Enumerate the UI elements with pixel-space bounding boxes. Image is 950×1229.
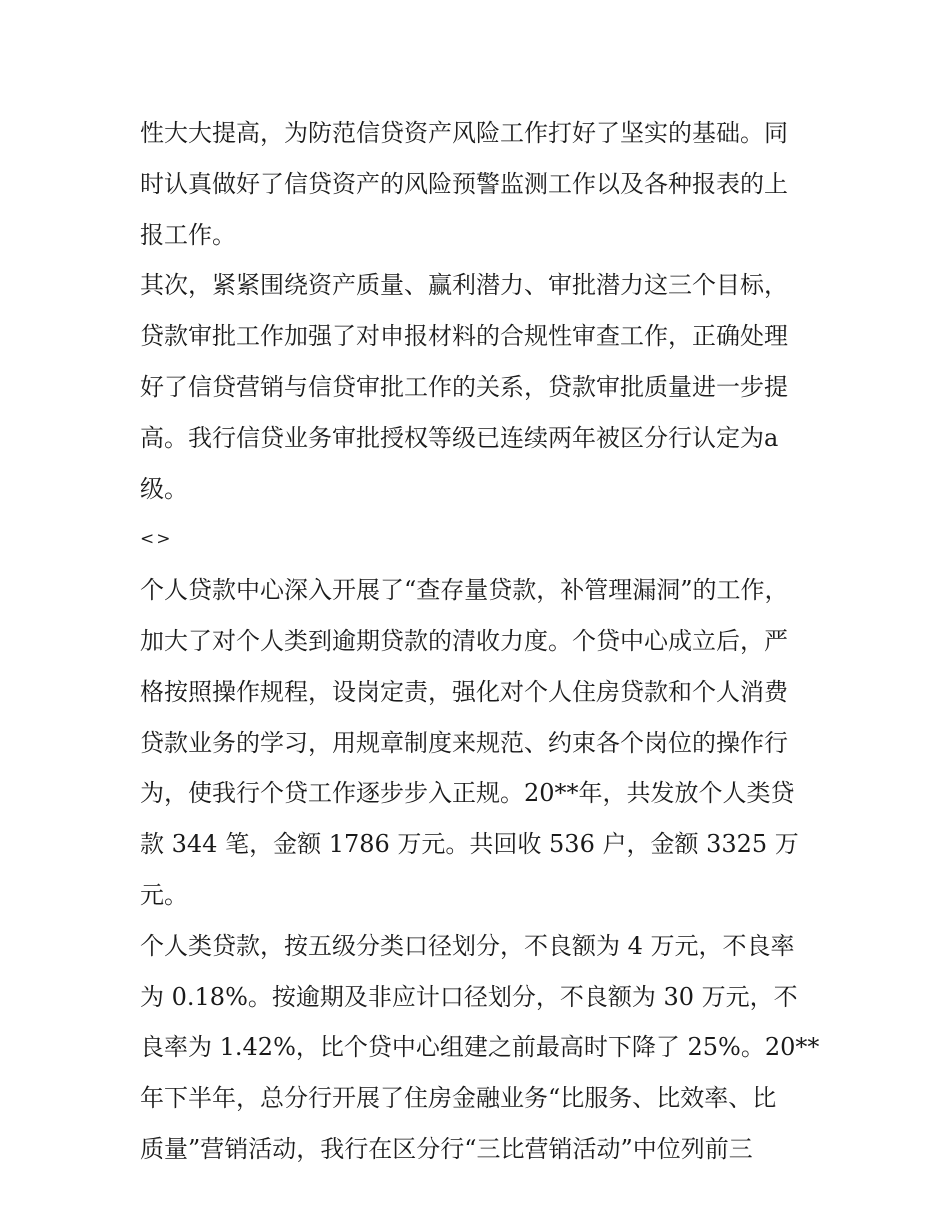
paragraph-non-performing-rate: 个人类贷款，按五级分类口径划分，不良额为 4 万元，不良率 为 0.18%。按逾期及非应计口径划分，不良额为 30 万元，不 良率为 1.42%，比个贷中心组建之前最高时下降了 25%。20** 年下半年，总分行开展了住房金融业务“比服务、比效率、比 质量”营销活动，我行在区分行“三比营销活动”中位列前三 — [140, 931, 820, 1163]
body-text — [140, 108, 820, 1175]
paragraph-risk-warning: 性大大提高，为防范信贷资产风险工作打好了坚实的基础。同 时认真做好了信贷资产的风险预警监测工作以及各种报表的上 报工作。 — [140, 119, 788, 249]
paragraph-loan-approval: 其次，紧紧围绕资产质量、赢利潜力、审批潜力这三个目标， 贷款审批工作加强了对申报材料的合规性审查工作，正确处理 好了信贷营销与信贷审批工作的关系，贷款审批质量进一步提 高。我行信贷业务审批授权等级已连续两年被区分行认定为a 级。 — [140, 271, 788, 503]
section-marker: <> — [140, 529, 173, 550]
paragraph-personal-loan-center: 个人贷款中心深入开展了“查存量贷款，补管理漏洞”的工作， 加大了对个人类到逾期贷款的清收力度。个贷中心成立后，严 格按照操作规程，设岗定责，强化对个人住房贷款和个人消费 贷款业务的学习，用规章制度来规范、约束各个岗位的操作行 为，使我行个贷工作逐步步入正规。20**年，共发放个人类贷 款 344 笔，金额 1786 万元。共回收 536 户，金额 3325 万元。 — [140, 576, 799, 909]
